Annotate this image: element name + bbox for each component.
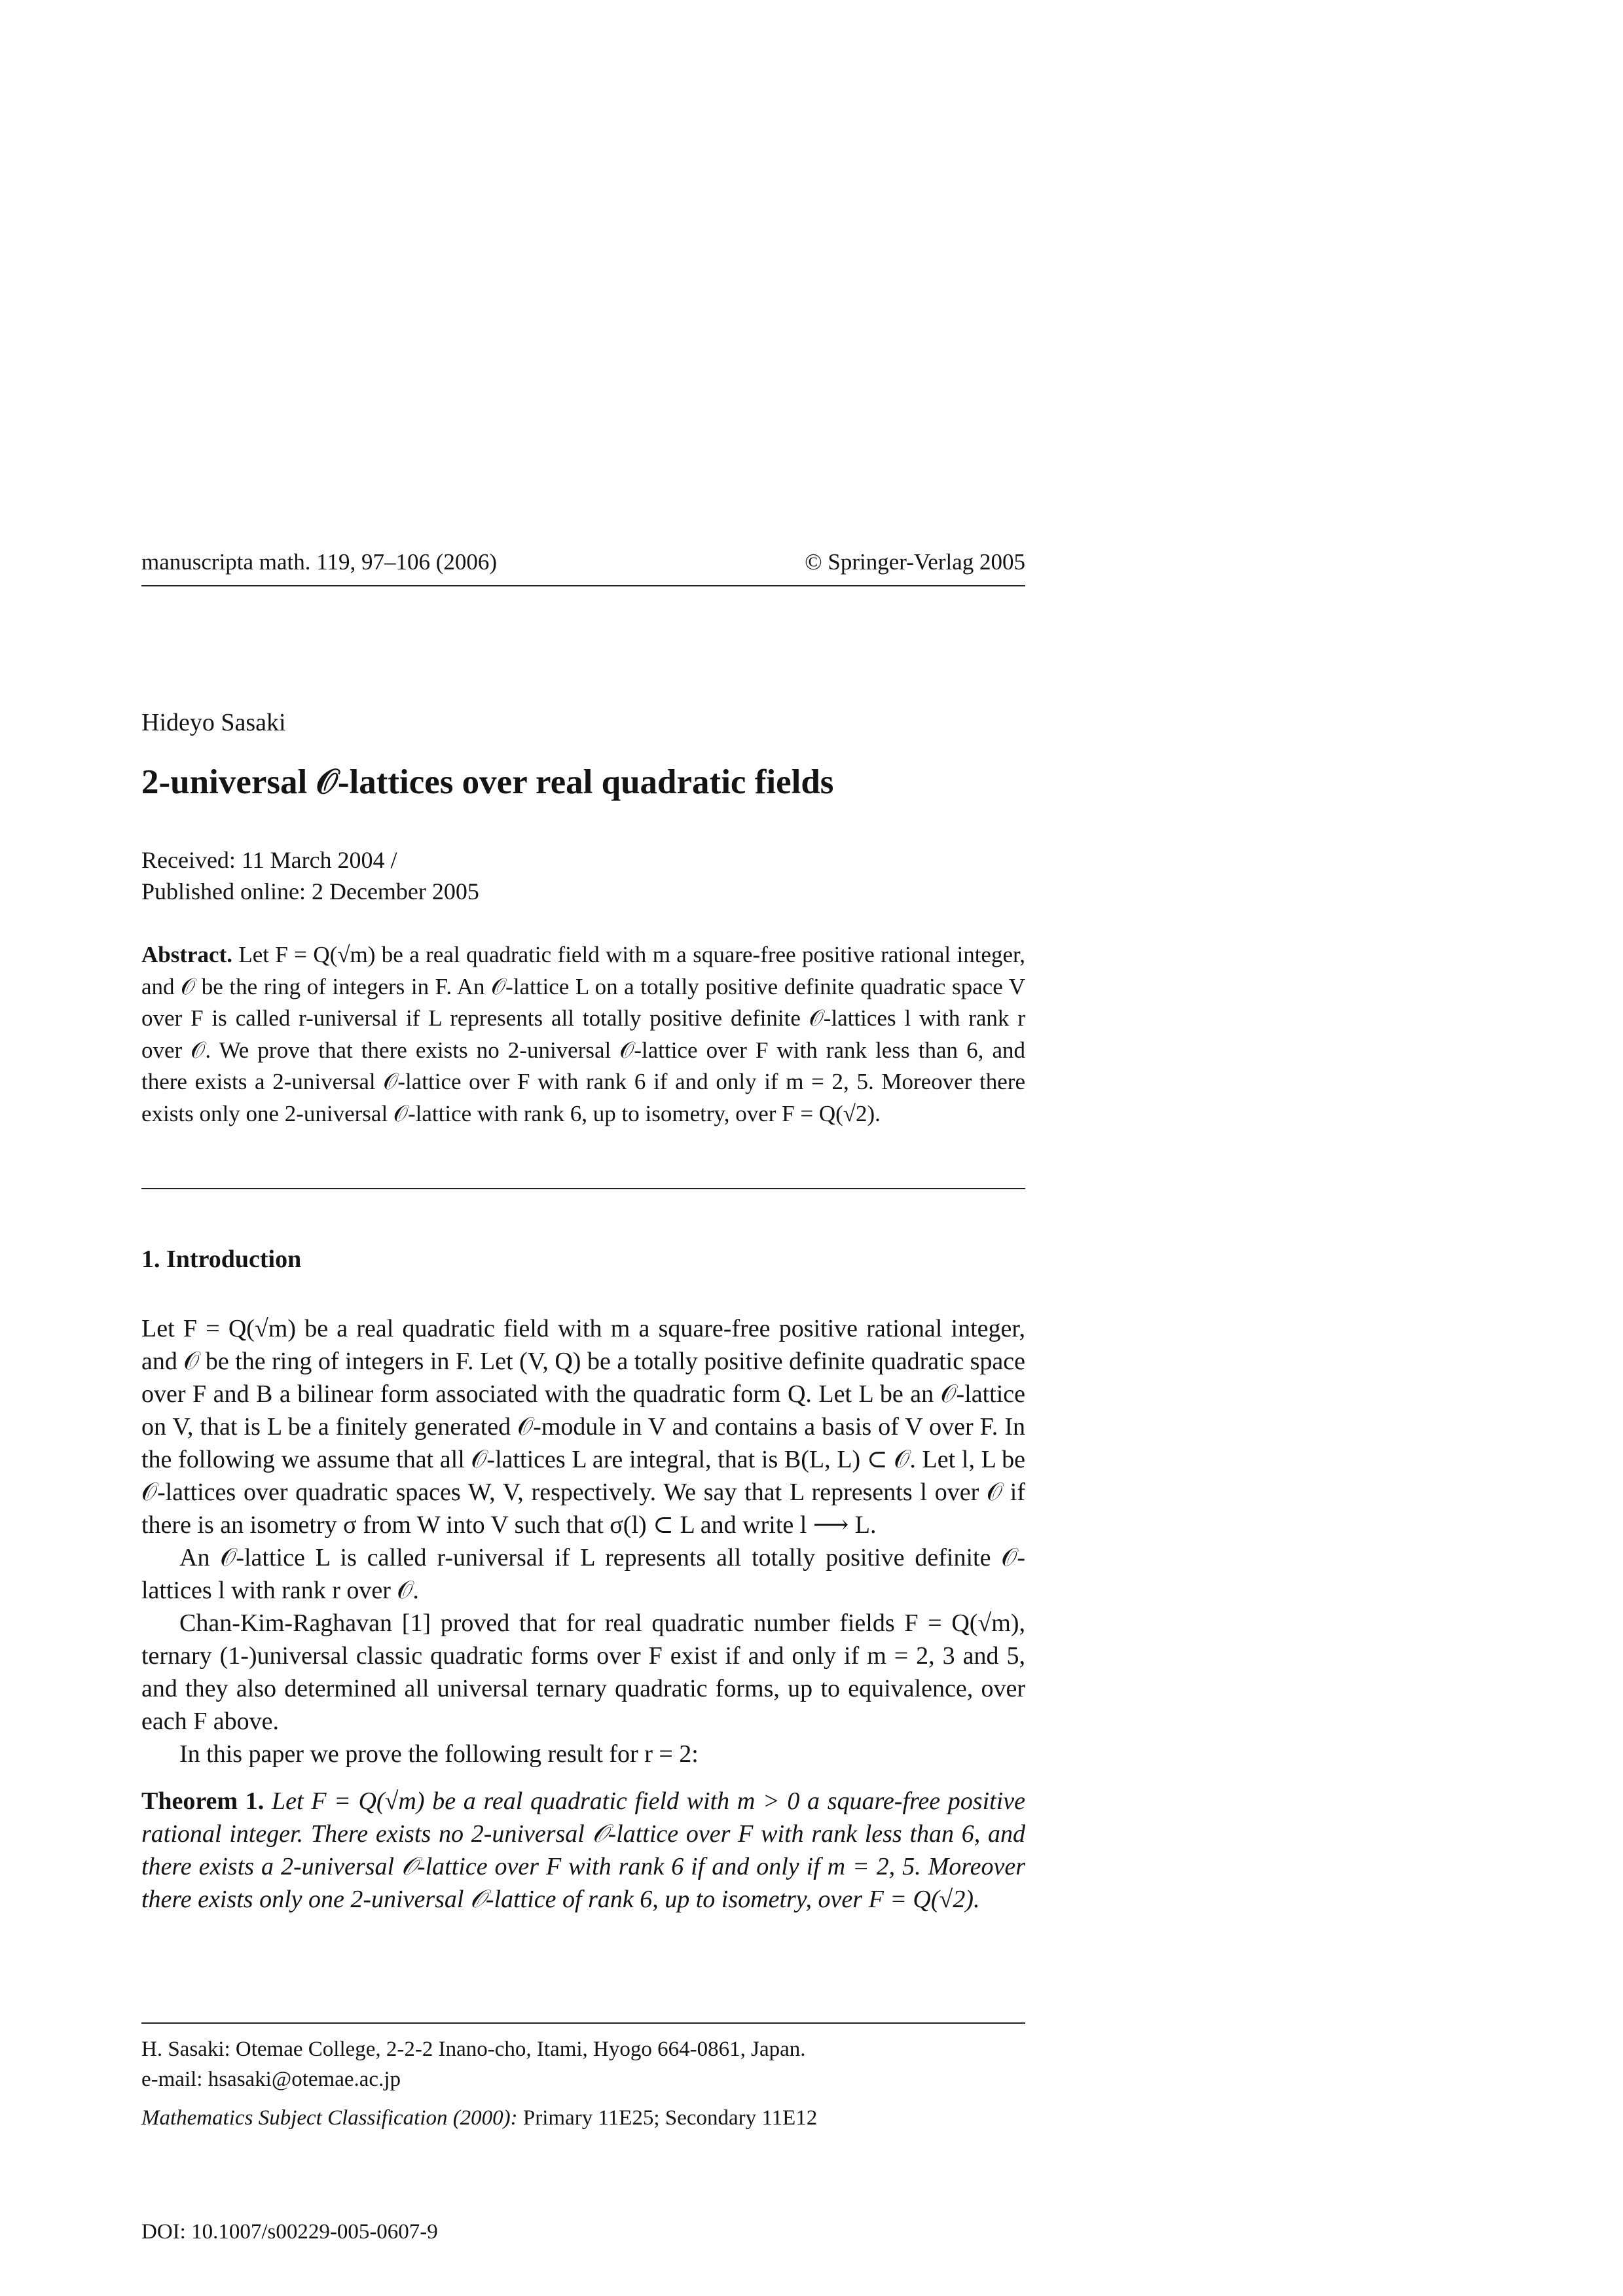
published-date: Published online: 2 December 2005 — [141, 878, 479, 905]
running-header — [141, 548, 1025, 586]
abstract-divider — [141, 1188, 1025, 1189]
copyright-notice: © Springer-Verlag 2005 — [805, 549, 1025, 575]
section-body — [141, 1312, 1025, 1916]
publication-dates — [141, 844, 1025, 907]
abstract — [141, 939, 1025, 1130]
author-email: e-mail: hsasaki@otemae.ac.jp — [141, 2068, 401, 2091]
abstract-text: Let F = Q(√m) be a real quadratic field with m a square-free positive rational integer, and 𝒪 be the ring of integers in F. An 𝒪-lattice L on a totally positive definite quadratic space V over F is called r-universal if L represents all totally positive definite 𝒪-lattices l with rank r over 𝒪. We prove that there exists no 2-universal 𝒪-lattice over F with rank less than 6, and there exists a 2-universal 𝒪-lattice over F with rank 6 if and only if m = 2, 5. Moreover there exists only one 2-universal 𝒪-lattice with rank 6, up to isometry, over F = Q(√2). — [141, 942, 1025, 1126]
received-date: Received: 11 March 2004 / — [141, 847, 397, 873]
msc-value: Primary 11E25; Secondary 11E12 — [522, 2106, 818, 2130]
footnote — [141, 2034, 1025, 2094]
author-name: Hideyo Sasaki — [141, 709, 286, 736]
paragraph: Chan-Kim-Raghavan [1] proved that for real quadratic number fields F = Q(√m), ternary (1-)universal classic quadratic forms over F exist if and only if m = 2, 3 and 5, and they also determined all universal ternary quadratic forms, up to equivalence, over each F above. — [141, 1609, 1025, 1735]
msc-label: Mathematics Subject Classification (2000): — [141, 2106, 518, 2130]
subject-classification — [141, 2106, 1025, 2130]
paragraph: Let F = Q(√m) be a real quadratic field with m a square-free positive rational integer, and 𝒪 be the ring of integers in F. Let (V, Q) be a totally positive definite quadratic space over F and B a bilinear form associated with the quadratic form Q. Let L be an 𝒪-lattice on V, that is L be a finitely generated 𝒪-module in V and contains a basis of V over F. In the following we assume that all 𝒪-lattices L are integral, that is B(L, L) ⊂ 𝒪. Let l, L be 𝒪-lattices over quadratic spaces W, V, respectively. We say that L represents l over 𝒪 if there is an isometry σ from W into V such that σ(l) ⊂ L and write l ⟶ L. — [141, 1315, 1025, 1539]
theorem-text: Let F = Q(√m) be a real quadratic field with m > 0 a square-free positive rational integer. There exists no 2-universal 𝒪-lattice over F with rank less than 6, and there exists a 2-universal 𝒪-lattice over F with rank 6 if and only if m = 2, 5. Moreover there exists only one 2-universal 𝒪-lattice of rank 6, up to isometry, over F = Q(√2). — [141, 1787, 1026, 1913]
footnote-divider — [141, 2022, 1025, 2024]
author-address: H. Sasaki: Otemae College, 2-2-2 Inano-cho, Itami, Hyogo 664-0861, Japan. — [141, 2037, 806, 2061]
journal-citation: manuscripta math. 119, 97–106 (2006) — [141, 549, 498, 575]
theorem-label: Theorem 1. — [141, 1787, 264, 1815]
theorem — [141, 1785, 1025, 1916]
paragraph: In this paper we prove the following result for r = 2: — [179, 1740, 699, 1768]
paragraph: An 𝒪-lattice L is called r-universal if L represents all totally positive definite 𝒪-lattices l with rank r over 𝒪. — [141, 1544, 1025, 1604]
doi: DOI: 10.1007/s00229-005-0607-9 — [141, 2220, 438, 2244]
abstract-label: Abstract. — [141, 942, 232, 967]
section-heading: 1. Introduction — [141, 1246, 302, 1273]
paper-title: 2-universal 𝒪-lattices over real quadratic fields — [141, 763, 834, 801]
